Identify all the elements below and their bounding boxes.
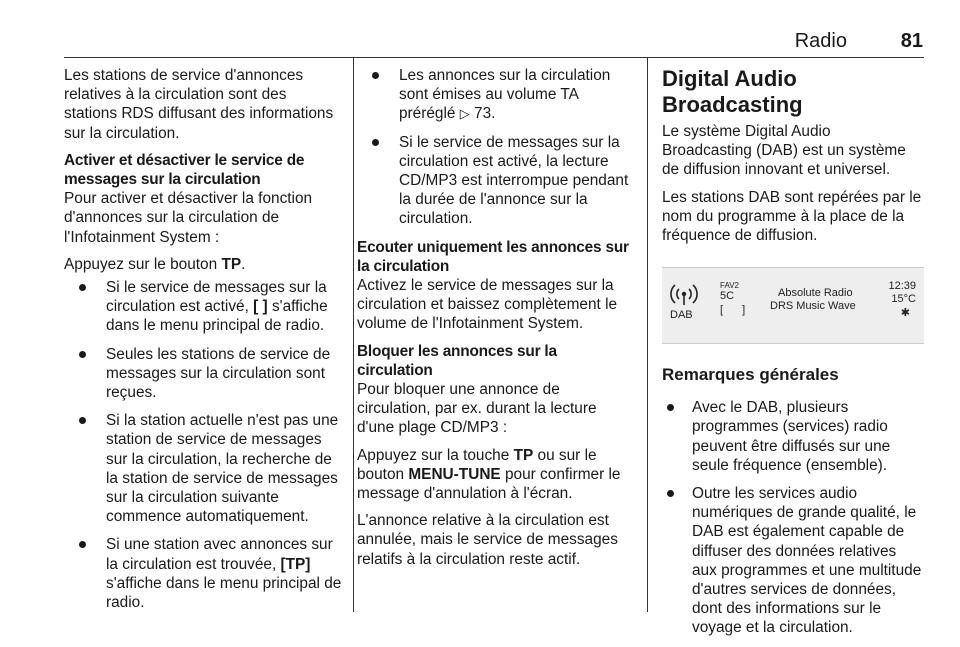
station-name: Absolute Radio [778,287,853,300]
bullet-icon [667,490,674,497]
text: Les annonces sur la circulation sont émises au volume TA préréglé [399,67,611,123]
antenna-icon [670,278,698,306]
page-reference-icon: ▷ [459,106,470,122]
favourite-label: FAV2 [720,281,739,291]
list-item [357,66,635,124]
bullet-icon [372,72,379,79]
column-3 [662,66,924,647]
tp-bullet-list [64,278,342,612]
text: . [241,255,246,273]
ta-bullet-list [357,66,635,229]
enable-tp-paragraph: Pour activer et désactiver la fonction d'annonces sur la circulation de l'Infotainment System : [64,190,313,246]
list-item [64,535,342,612]
channel-label: 5C [720,290,735,303]
dab-stations-paragraph: Les stations DAB sont repérées par le nom du programme à la place de la fréquence de diffusion. [662,188,922,245]
bullet-icon [79,417,86,424]
listen-only-paragraph: Activez le service de messages sur la circulation et baissez complètement le volume de l'Infotainment System. [357,277,618,333]
page-number: 81 [900,30,923,52]
page-header [0,30,960,52]
column-divider-2 [647,57,648,612]
bluetooth-icon: ✱ [900,307,910,320]
heading-block: Bloquer les annonces sur la circulation [357,342,557,379]
page-reference[interactable]: 73. [469,105,496,123]
bullet-icon [667,404,674,411]
text: ou sur le bouton [357,446,597,483]
text: Si une station avec annonces sur la circulation est trouvée, [106,536,333,573]
dab-display-illustration [662,267,924,344]
temperature-readout: 15°C [891,293,916,306]
tp-indicator: [ ] [720,304,754,317]
heading-enable-tp: Activer et désactiver le service de messages sur la circulation [64,151,305,189]
text: Seules les stations de service de messages sur la circulation sont reçues. [106,345,331,402]
bullet-icon [79,284,86,291]
general-notes-title: Remarques générales [662,365,839,385]
header-rule [64,57,924,58]
intro-paragraph: Les stations de service d'annonces relatives à la circulation sont des stations RDS diffusant des informations sur la circulation. [64,67,334,142]
column-divider-1 [353,57,354,612]
column-2 [357,66,635,577]
dab-label: DAB [670,309,693,322]
section-title: Radio [794,30,847,52]
tp-indicator: [TP] [280,555,311,573]
list-item [64,278,342,336]
bullet-icon [372,139,379,146]
text: Outre les services audio numériques de grande qualité, le DAB est également capable de diffuser des données relatives aux programmes et une multitude d'autres services de données, dont des informations sur le voyage et la circulation. [692,485,922,637]
tp-button-label: TP [221,255,242,273]
dab-intro-paragraph: Le système Digital Audio Broadcasting (DAB) est un système de diffusion innovant et universel. [662,123,906,179]
bullet-icon [79,351,86,358]
text: Si le service de messages sur la circulation est activé, la lecture CD/MP3 est interrompue pendant la durée de l'annonce sur la circulation. [399,133,629,228]
text: Appuyez sur la touche [357,446,514,464]
text: Si la station actuelle n'est pas une station de service de messages sur la circulation, la recherche de la station de service de messages sur la circulation suivante commence automatiquement. [106,412,339,526]
press-tp-paragraph [64,255,342,274]
dab-title: Digital Audio Broadcasting [662,66,803,117]
text: s'affiche dans le menu principal de radio. [106,574,342,612]
tp-button-label: TP [513,446,534,464]
list-item [662,398,924,475]
text: pour confirmer le message d'annulation à l'écran. [357,465,621,503]
cancel-paragraph: L'annonce relative à la circulation est annulée, mais le service de messages relatifs à la circulation reste actif. [357,512,618,568]
text: s'affiche dans le menu principal de radio. [106,298,328,335]
dab-bullet-list [662,398,924,637]
list-item [662,484,924,638]
tp-indicator: [ ] [253,298,268,316]
column-1 [64,66,342,621]
programme-name: DRS Music Wave [770,300,856,313]
text: Avec le DAB, plusieurs programmes (services) radio peuvent être diffusés sur une seule fréquence (ensemble). [692,399,891,474]
clock-readout: 12:39 [888,280,916,293]
heading-listen-only: Ecouter uniquement les annonces sur la circulation [357,238,629,275]
menu-tune-button-label: MENU-TUNE [408,465,501,483]
text: Si le service de messages sur la circulation est activé, [106,279,327,316]
list-item [357,133,635,229]
block-paragraph: Pour bloquer une annonce de circulation, par ex. durant la lecture d'une plage CD/MP3 : [357,381,597,437]
list-item [64,411,342,526]
list-item [64,345,342,403]
bullet-icon [79,541,86,548]
text: Appuyez sur le bouton [64,255,222,273]
press-button-paragraph [357,446,635,504]
